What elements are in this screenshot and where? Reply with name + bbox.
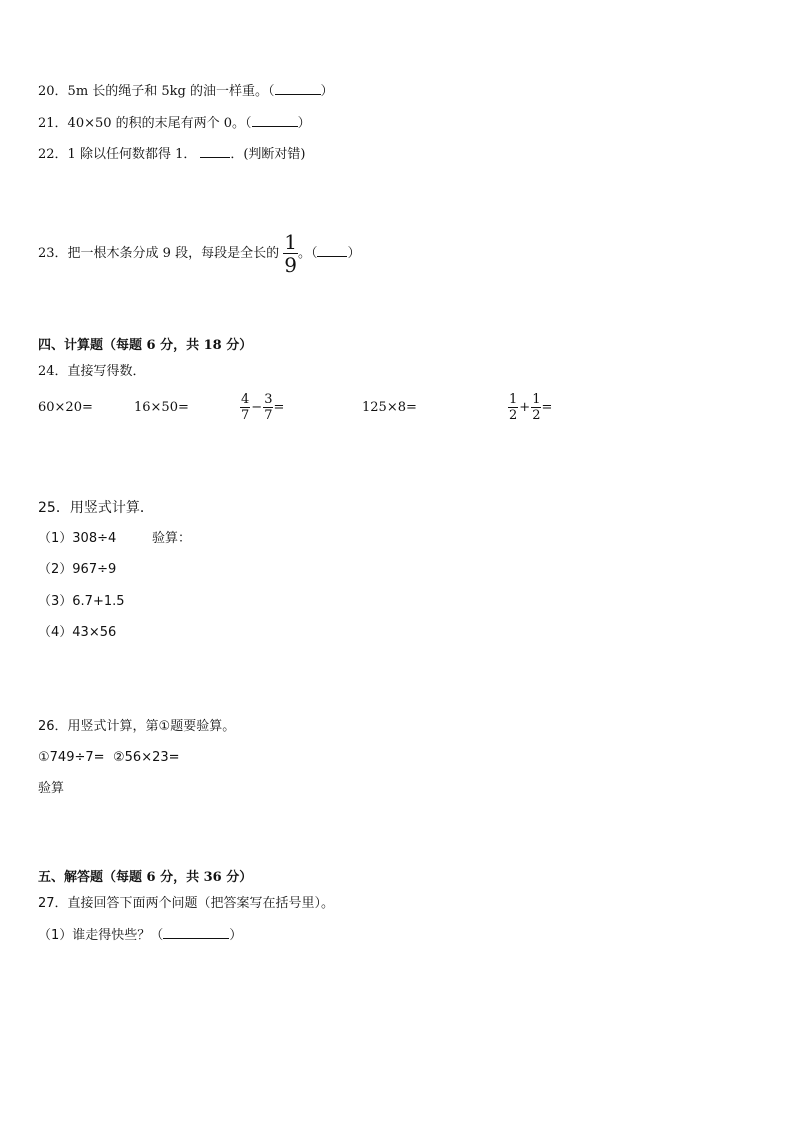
vertical-calc-item: （1）308÷4: [38, 531, 117, 546]
vertical-calc-item: （4）43×56: [38, 625, 117, 640]
fraction: $\frac{4}{7}$: [241, 392, 250, 423]
section-5-title: 五、解答题（每题 6 分，共 36 分）: [38, 870, 253, 885]
question-22: 22．1 除以任何数都得 1． ．(判断对错): [38, 147, 306, 162]
vertical-calc-item: ①749÷7=: [38, 750, 105, 765]
question-24: [38, 364, 146, 380]
vertical-calc-item: （2）967÷9: [38, 562, 117, 577]
fraction: $\frac{3}{7}$: [264, 392, 273, 423]
answer-blank[interactable]: [275, 83, 321, 95]
fraction-one-ninth: $\frac{1}{9}$: [284, 230, 297, 277]
question-text: 直接回答下面两个问题（把答案写在括号里）。: [67, 896, 335, 911]
question-text: 5m 长的绳子和 5kg 的油一样重。（: [67, 84, 275, 99]
question-text: 1 除以任何数都得 1．: [67, 147, 197, 162]
question-26: [38, 719, 235, 735]
answer-blank[interactable]: [200, 146, 230, 158]
question-number: 23．: [38, 246, 68, 261]
answer-blank[interactable]: [163, 927, 229, 939]
question-27: [38, 896, 334, 912]
question-text: 用竖式计算，第①题要验算。: [67, 719, 236, 734]
question-23: 23．把一根木条分成 9 段，每段是全长的 $\frac{1}{9}$ 。（ ）: [38, 230, 361, 277]
fraction: $\frac{1}{2}$: [532, 392, 541, 423]
fraction: $\frac{1}{2}$: [509, 392, 518, 423]
mental-math-item-fraction-addition: $\frac{1}{2}$ + $\frac{1}{2}$ =: [509, 392, 553, 423]
question-number: 21．: [38, 116, 68, 131]
vertical-calc-item: ②56×23=: [113, 750, 180, 765]
check-label: 验算：: [152, 531, 192, 546]
section-4-title: 四、计算题（每题 6 分，共 18 分）: [38, 338, 253, 353]
question-number: 26．: [38, 719, 68, 734]
question-number: 24．: [38, 364, 68, 379]
vertical-calc-item: （3）6.7+1.5: [38, 594, 125, 609]
answer-blank[interactable]: [252, 115, 298, 127]
question-text: 把一根木条分成 9 段，每段是全长的: [67, 246, 280, 261]
mental-math-item-fraction-subtraction: $\frac{4}{7}$ − $\frac{3}{7}$ =: [241, 392, 285, 423]
question-number: 22．: [38, 147, 68, 162]
question-text: 40×50 的积的末尾有两个 0。（: [67, 116, 252, 131]
question-27-sub-1: （1）谁走得快些？（ ）: [38, 928, 243, 943]
question-text: 用竖式计算．: [69, 500, 154, 516]
question-21: 21．40×50 的积的末尾有两个 0。（ ）: [38, 116, 311, 131]
question-number: 25．: [38, 500, 70, 516]
mental-math-item: 125×8=: [362, 400, 417, 415]
mental-math-item: 16×50=: [134, 400, 189, 415]
question-text: 直接写得数．: [67, 364, 146, 379]
question-25: [38, 500, 154, 516]
question-number: 20．: [38, 84, 68, 99]
minus-sign: −: [251, 400, 263, 415]
plus-sign: +: [519, 400, 531, 415]
mental-math-item: 60×20=: [38, 400, 93, 415]
check-label: 验算: [38, 781, 65, 796]
question-20: 20．5m 长的绳子和 5kg 的油一样重。（ ）: [38, 84, 334, 99]
question-number: 27．: [38, 896, 68, 911]
answer-blank[interactable]: [317, 245, 347, 257]
